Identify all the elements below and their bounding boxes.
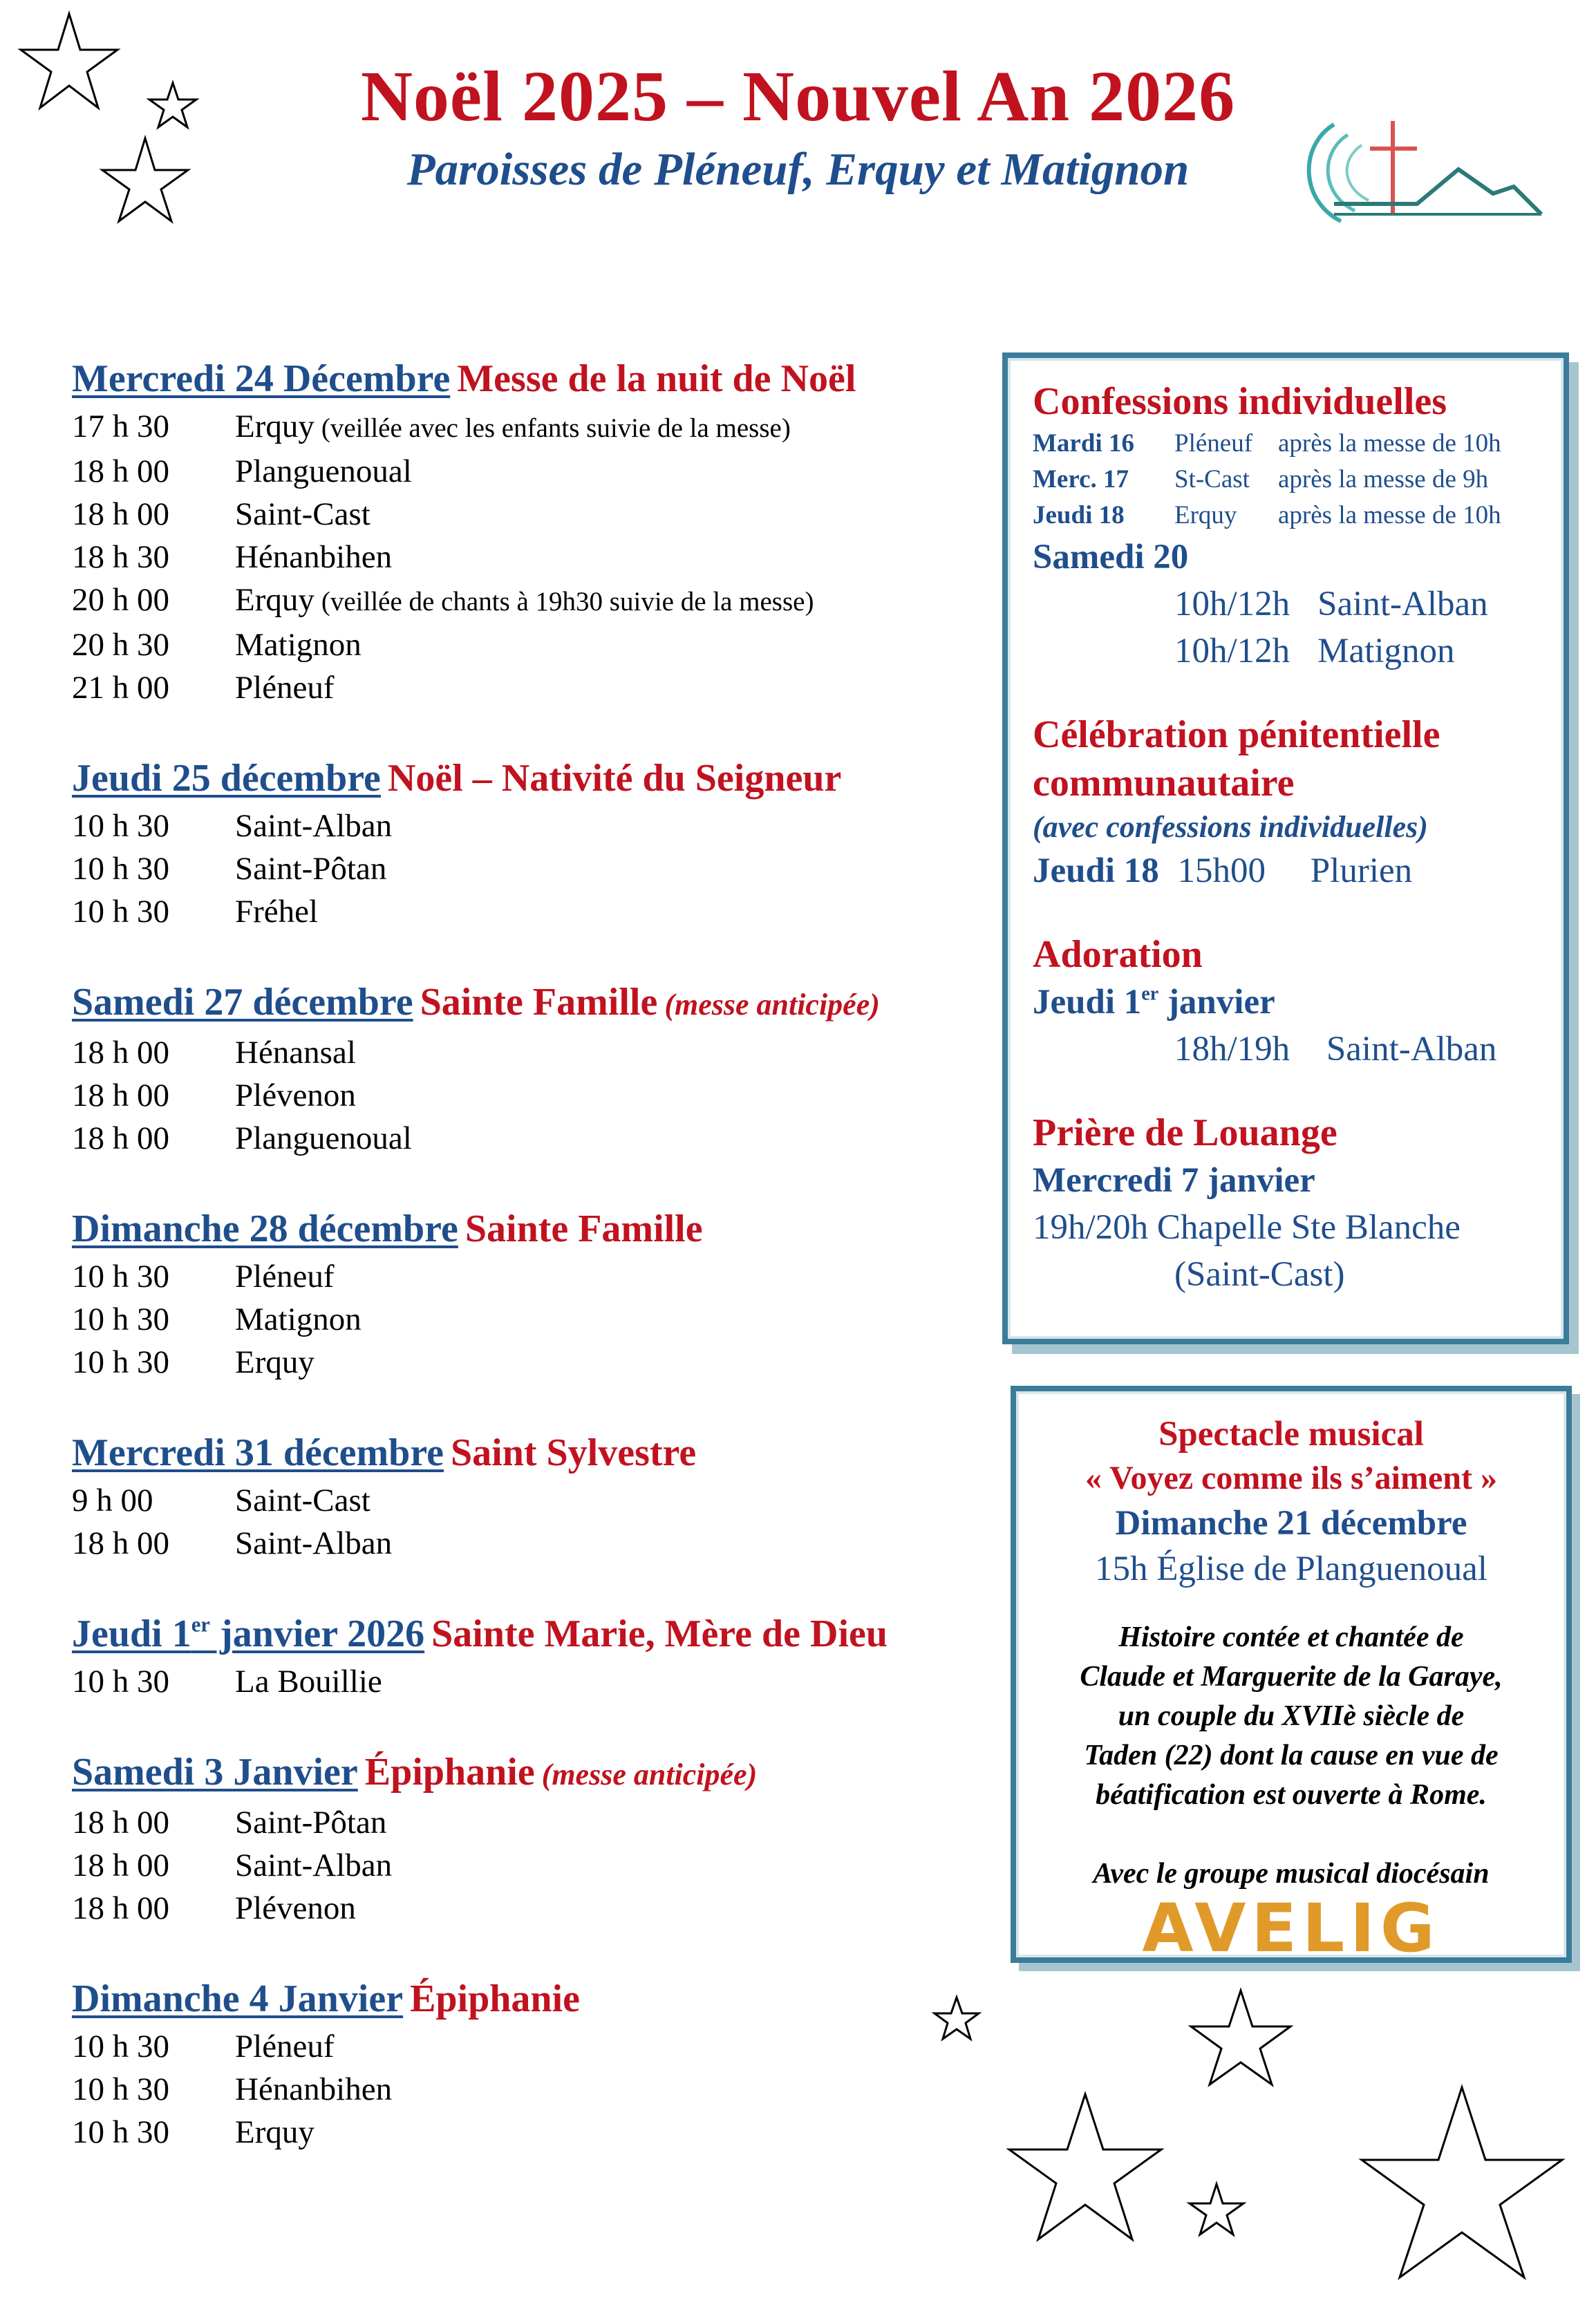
mass-place bbox=[235, 1660, 382, 1703]
adoration-place: Saint-Alban bbox=[1326, 1030, 1497, 1069]
louange-title: Prière de Louange bbox=[1033, 1111, 1337, 1154]
mass-place-name: Hénansal bbox=[235, 1035, 356, 1071]
day-heading bbox=[72, 976, 991, 1031]
mass-place bbox=[235, 405, 791, 450]
mass-place-name: Saint-Pôtan bbox=[235, 851, 387, 887]
penitential-day: Jeudi 18 bbox=[1033, 852, 1159, 890]
mass-place bbox=[235, 1479, 370, 1522]
mass-row bbox=[72, 2111, 991, 2154]
mass-place bbox=[235, 450, 412, 493]
day-name: Dimanche 4 Janvier bbox=[72, 1977, 404, 2020]
samedi-row bbox=[1033, 581, 1541, 628]
day-heading bbox=[72, 1427, 991, 1479]
mass-place-name: Hénanbihen bbox=[235, 2071, 393, 2107]
mass-place-name: Saint-Cast bbox=[235, 496, 370, 532]
mass-row bbox=[72, 1660, 991, 1703]
day-heading bbox=[72, 352, 991, 405]
mass-place-name: Erquy bbox=[235, 1344, 314, 1380]
confession-row bbox=[1033, 426, 1541, 462]
description-line: Histoire contée et chantée de bbox=[1118, 1621, 1464, 1653]
mass-row bbox=[72, 1522, 991, 1565]
mass-note: (veillée de chants à 19h30 suivie de la messe) bbox=[321, 587, 814, 617]
penitential-place: Plurien bbox=[1310, 852, 1413, 890]
feast-name: Saint Sylvestre bbox=[451, 1431, 697, 1474]
spectacle-box bbox=[1011, 1386, 1572, 1967]
day-name: Dimanche 28 décembre bbox=[72, 1207, 458, 1250]
mass-row bbox=[72, 805, 991, 847]
confession-day: Merc. 17 bbox=[1033, 465, 1129, 493]
star-icon bbox=[1190, 2184, 1243, 2235]
mass-row bbox=[72, 1341, 991, 1384]
confession-detail: après la messe de 10h bbox=[1278, 429, 1501, 458]
penitential-title-1: Célébration pénitentielle bbox=[1033, 713, 1440, 756]
events-box bbox=[1002, 352, 1569, 1344]
mass-place-name: Pléneuf bbox=[235, 1259, 335, 1295]
day-heading bbox=[72, 1746, 991, 1801]
spectacle-subtitle: « Voyez comme ils s’aiment » bbox=[1085, 1460, 1497, 1496]
mass-place-name: Fréhel bbox=[235, 894, 319, 930]
confession-row bbox=[1033, 498, 1541, 534]
mass-row bbox=[72, 450, 991, 493]
day-name-post: janvier 2026 bbox=[210, 1612, 425, 1655]
mass-time: 20 h 30 bbox=[72, 627, 169, 663]
mass-place-name: Saint-Pôtan bbox=[235, 1805, 387, 1841]
star-icon bbox=[935, 1997, 979, 2039]
confessions-title: Confessions individuelles bbox=[1033, 380, 1447, 423]
mass-time: 10 h 30 bbox=[72, 808, 169, 844]
feast-note: (messe anticipée) bbox=[664, 988, 880, 1022]
confession-day: Mardi 16 bbox=[1033, 429, 1134, 458]
mass-place-name: Saint-Alban bbox=[235, 808, 393, 844]
page-title: Noël 2025 – Nouvel An 2026 bbox=[360, 57, 1236, 136]
day-block bbox=[72, 1973, 991, 2154]
day-name-pre: Jeudi 1 bbox=[72, 1612, 191, 1655]
mass-time: 18 h 30 bbox=[72, 539, 169, 575]
mass-time: 18 h 00 bbox=[72, 1890, 169, 1926]
mass-place bbox=[235, 578, 814, 623]
day-block bbox=[72, 752, 991, 933]
mass-place bbox=[235, 1298, 362, 1341]
mass-time: 18 h 00 bbox=[72, 1847, 169, 1883]
mass-place bbox=[235, 2068, 392, 2111]
confession-detail: après la messe de 9h bbox=[1278, 465, 1489, 493]
mass-place bbox=[235, 1522, 392, 1565]
day-name: Jeudi 25 décembre bbox=[72, 757, 381, 800]
description-line: un couple du XVIIè siècle de bbox=[1118, 1700, 1465, 1732]
mass-place bbox=[235, 1255, 335, 1298]
mass-time: 10 h 30 bbox=[72, 2114, 169, 2150]
adoration-day-post: janvier bbox=[1158, 983, 1275, 1022]
confession-place: St-Cast bbox=[1174, 465, 1250, 493]
mass-row bbox=[72, 1117, 991, 1160]
mass-time: 18 h 00 bbox=[72, 1805, 169, 1841]
mass-place-name: Planguenoual bbox=[235, 453, 412, 489]
mass-place bbox=[235, 847, 386, 890]
mass-time: 10 h 30 bbox=[72, 2029, 169, 2064]
feast-name: Sainte Famille bbox=[420, 981, 658, 1024]
adoration-line bbox=[1033, 1026, 1541, 1073]
mass-schedule bbox=[72, 352, 991, 2154]
louange-line2: (Saint-Cast) bbox=[1174, 1255, 1345, 1294]
mass-time: 18 h 00 bbox=[72, 453, 169, 489]
mass-place-name: Matignon bbox=[235, 1301, 362, 1337]
mass-note: (veillée avec les enfants suivie de la messe) bbox=[321, 413, 791, 443]
mass-place bbox=[235, 805, 392, 847]
confession-day: Jeudi 18 bbox=[1033, 501, 1125, 529]
mass-row bbox=[72, 2068, 991, 2111]
mass-time: 18 h 00 bbox=[72, 1525, 169, 1561]
star-icon bbox=[1362, 2087, 1562, 2277]
mass-place bbox=[235, 890, 318, 933]
day-block bbox=[72, 1608, 991, 1703]
mass-place-name: Hénanbihen bbox=[235, 539, 393, 575]
confession-detail: après la messe de 10h bbox=[1278, 501, 1501, 529]
feast-name: Messe de la nuit de Noël bbox=[457, 357, 856, 400]
star-icon bbox=[1009, 2094, 1161, 2239]
penitential-line bbox=[1033, 847, 1541, 894]
day-heading bbox=[72, 1608, 991, 1660]
stars-bottom bbox=[899, 1977, 1590, 2308]
feast-name: Noël – Nativité du Seigneur bbox=[387, 757, 842, 800]
mass-place-name: La Bouillie bbox=[235, 1664, 382, 1700]
feast-name: Épiphanie bbox=[364, 1751, 535, 1794]
mass-place bbox=[235, 2025, 335, 2068]
description-line: Claude et Marguerite de la Garaye, bbox=[1080, 1661, 1503, 1693]
mass-place bbox=[235, 536, 392, 578]
confession-place: Erquy bbox=[1174, 501, 1237, 529]
mass-time: 18 h 00 bbox=[72, 1035, 169, 1071]
mass-place-name: Erquy bbox=[235, 2114, 314, 2150]
mass-row bbox=[72, 1298, 991, 1341]
day-name bbox=[72, 1612, 424, 1655]
mass-place bbox=[235, 1074, 356, 1117]
mass-place-name: Saint-Cast bbox=[235, 1483, 370, 1518]
mass-place-name: Saint-Alban bbox=[235, 1525, 393, 1561]
samedi-time: 10h/12h bbox=[1174, 585, 1290, 623]
day-name: Mercredi 24 Décembre bbox=[72, 357, 451, 400]
mass-place bbox=[235, 1117, 412, 1160]
mass-time: 18 h 00 bbox=[72, 1078, 169, 1113]
mass-time: 20 h 00 bbox=[72, 582, 169, 618]
day-heading bbox=[72, 752, 991, 805]
avelig-logo: AVELIG bbox=[1142, 1890, 1440, 1967]
confession-row bbox=[1033, 462, 1541, 498]
day-name: Mercredi 31 décembre bbox=[72, 1431, 444, 1474]
day-name-sup: er bbox=[191, 1612, 211, 1637]
spectacle-title: Spectacle musical bbox=[1158, 1415, 1424, 1454]
mass-row bbox=[72, 666, 991, 709]
day-block bbox=[72, 1427, 991, 1565]
samedi-list bbox=[1033, 581, 1541, 675]
mass-row bbox=[72, 847, 991, 890]
confessions-list bbox=[1033, 426, 1541, 534]
day-block bbox=[72, 1203, 991, 1384]
spectacle-date: Dimanche 21 décembre bbox=[1115, 1504, 1467, 1543]
description-line: béatification est ouverte à Rome. bbox=[1096, 1779, 1487, 1811]
mass-row bbox=[72, 1255, 991, 1298]
mass-time: 9 h 00 bbox=[72, 1483, 153, 1518]
mass-row bbox=[72, 536, 991, 578]
mass-time: 18 h 00 bbox=[72, 1120, 169, 1156]
penitential-subtitle: (avec confessions individuelles) bbox=[1033, 810, 1428, 844]
adoration-day-pre: Jeudi 1 bbox=[1033, 983, 1142, 1022]
mass-place-name: Pléneuf bbox=[235, 2029, 335, 2064]
mass-row bbox=[72, 1801, 991, 1844]
mass-row bbox=[72, 493, 991, 536]
mass-row bbox=[72, 1844, 991, 1887]
day-name: Samedi 3 Janvier bbox=[72, 1751, 358, 1794]
mass-place-name: Erquy bbox=[235, 408, 314, 444]
page-subtitle: Paroisses de Pléneuf, Erquy et Matignon bbox=[406, 144, 1190, 195]
mass-time: 21 h 00 bbox=[72, 670, 169, 706]
mass-time: 10 h 30 bbox=[72, 1259, 169, 1295]
louange-day: Mercredi 7 janvier bbox=[1033, 1161, 1315, 1200]
samedi-place: Matignon bbox=[1317, 632, 1455, 670]
spectacle-group: Avec le groupe musical diocésain bbox=[1093, 1858, 1490, 1890]
samedi-time: 10h/12h bbox=[1174, 632, 1290, 670]
day-block bbox=[72, 352, 991, 709]
mass-place bbox=[235, 493, 370, 536]
mass-place-name: Planguenoual bbox=[235, 1120, 412, 1156]
penitential-time: 15h00 bbox=[1177, 852, 1266, 890]
adoration-day bbox=[1033, 979, 1541, 1026]
mass-place bbox=[235, 1031, 356, 1074]
mass-row bbox=[72, 578, 991, 623]
mass-row bbox=[72, 890, 991, 933]
mass-place bbox=[235, 666, 335, 709]
day-name: Samedi 27 décembre bbox=[72, 981, 413, 1024]
mass-place bbox=[235, 1341, 314, 1384]
mass-place-name: Saint-Alban bbox=[235, 1847, 393, 1883]
mass-time: 10 h 30 bbox=[72, 1344, 169, 1380]
mass-time: 10 h 30 bbox=[72, 1664, 169, 1700]
mass-row bbox=[72, 1074, 991, 1117]
adoration-day-sup: er bbox=[1141, 983, 1159, 1005]
samedi-row bbox=[1033, 628, 1541, 675]
mass-time: 10 h 30 bbox=[72, 1301, 169, 1337]
penitential-title-2: communautaire bbox=[1033, 762, 1295, 805]
feast-name: Sainte Marie, Mère de Dieu bbox=[431, 1612, 888, 1655]
confession-place: Pléneuf bbox=[1174, 429, 1253, 458]
adoration-title: Adoration bbox=[1033, 933, 1203, 976]
confessions-samedi: Samedi 20 bbox=[1033, 538, 1189, 576]
mass-time: 18 h 00 bbox=[72, 496, 169, 532]
mass-row bbox=[72, 2025, 991, 2068]
louange-line1: 19h/20h Chapelle Ste Blanche bbox=[1033, 1208, 1461, 1247]
mass-time: 10 h 30 bbox=[72, 2071, 169, 2107]
mass-place bbox=[235, 1801, 386, 1844]
mass-row bbox=[72, 623, 991, 666]
adoration-time: 18h/19h bbox=[1174, 1030, 1290, 1069]
spectacle-description bbox=[1016, 1618, 1566, 1815]
mass-place-name: Pléneuf bbox=[235, 670, 335, 706]
mass-place bbox=[235, 623, 362, 666]
mass-place bbox=[235, 1887, 356, 1930]
samedi-place: Saint-Alban bbox=[1317, 585, 1488, 623]
mass-time: 10 h 30 bbox=[72, 851, 169, 887]
mass-time: 10 h 30 bbox=[72, 894, 169, 930]
mass-place-name: Plévenon bbox=[235, 1078, 356, 1113]
feast-note: (messe anticipée) bbox=[541, 1758, 758, 1791]
mass-place-name: Plévenon bbox=[235, 1890, 356, 1926]
mass-place bbox=[235, 2111, 314, 2154]
day-heading bbox=[72, 1973, 991, 2025]
star-icon bbox=[1191, 1991, 1290, 2085]
mass-row bbox=[72, 1479, 991, 1522]
day-block bbox=[72, 1746, 991, 1930]
feast-name: Épiphanie bbox=[410, 1977, 580, 2020]
day-heading bbox=[72, 1203, 991, 1255]
mass-place-name: Matignon bbox=[235, 627, 362, 663]
mass-row bbox=[72, 1887, 991, 1930]
day-block bbox=[72, 976, 991, 1160]
mass-row bbox=[72, 405, 991, 450]
mass-row bbox=[72, 1031, 991, 1074]
mass-place-name: Erquy bbox=[235, 582, 314, 618]
mass-time: 17 h 30 bbox=[72, 408, 169, 444]
mass-place bbox=[235, 1844, 392, 1887]
spectacle-place: 15h Église de Planguenoual bbox=[1095, 1550, 1487, 1588]
description-line: Taden (22) dont la cause en vue de bbox=[1084, 1740, 1499, 1771]
feast-name: Sainte Famille bbox=[464, 1207, 703, 1250]
